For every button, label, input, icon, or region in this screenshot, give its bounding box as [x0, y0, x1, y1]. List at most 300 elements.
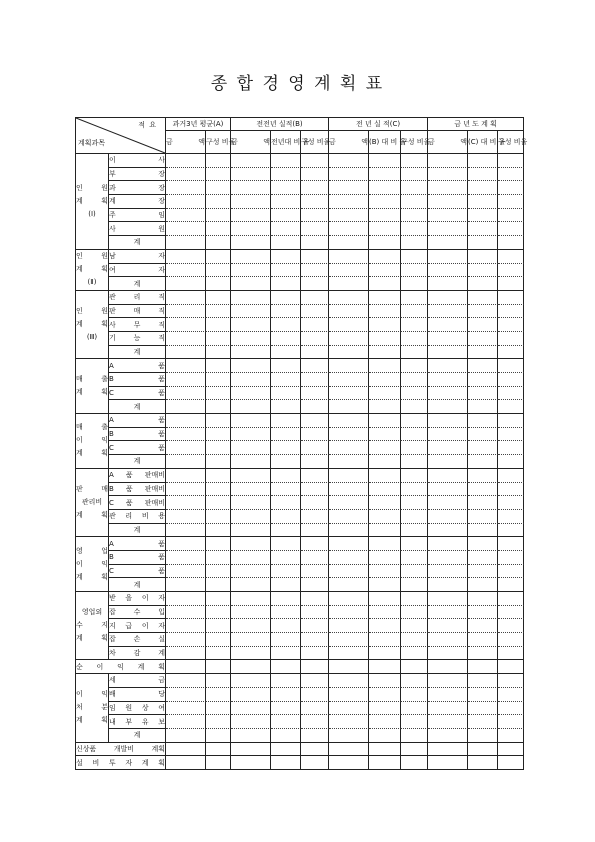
plan-vs-c-ratio-cell — [468, 619, 498, 633]
prev2-share-cell — [301, 264, 329, 278]
plan-amount-cell — [428, 168, 468, 182]
summary-row-label: 신상품 개발비 계획 — [76, 743, 166, 757]
prev1-amount-cell — [329, 756, 369, 770]
prev1-vs-b-ratio-cell — [369, 154, 401, 168]
plan-amount-cell — [428, 619, 468, 633]
avg3y-share-cell — [206, 154, 231, 168]
prev1-vs-b-ratio-cell — [369, 236, 401, 250]
avg3y-share-cell — [206, 181, 231, 195]
prev1-share-cell — [401, 702, 428, 716]
plan-vs-c-ratio-cell — [468, 578, 498, 592]
plan-row — [76, 305, 524, 319]
prev2-share-cell — [301, 455, 329, 469]
prev2-amount-cell — [231, 346, 271, 360]
avg3y-amount-cell — [166, 565, 206, 579]
avg3y-amount-cell — [166, 496, 206, 510]
plan-amount-cell — [428, 222, 468, 236]
prev2-share-cell — [301, 729, 329, 743]
plan-share-cell — [498, 250, 524, 264]
avg3y-share-cell — [206, 702, 231, 716]
avg3y-amount-cell — [166, 400, 206, 414]
avg3y-amount-cell — [166, 702, 206, 716]
prev2-prev-year-ratio-cell — [271, 291, 301, 305]
item-label: 관 리 직 — [109, 291, 166, 305]
header-diagonal-cell — [76, 118, 166, 154]
prev2-prev-year-ratio-cell — [271, 702, 301, 716]
plan-share-cell — [498, 195, 524, 209]
avg3y-amount-cell — [166, 715, 206, 729]
prev1-share-cell — [401, 674, 428, 688]
item-label: 판 매 직 — [109, 305, 166, 319]
plan-amount-cell — [428, 305, 468, 319]
avg3y-amount-cell — [166, 537, 206, 551]
plan-amount-cell — [428, 414, 468, 428]
section-label — [76, 469, 109, 537]
prev2-prev-year-ratio-cell — [271, 496, 301, 510]
plan-share-cell — [498, 702, 524, 716]
item-label: C 품 판매비 — [109, 496, 166, 510]
plan-row — [76, 332, 524, 346]
section-label-line: (Ⅲ) — [86, 333, 98, 342]
plan-vs-c-ratio-cell — [468, 565, 498, 579]
prev2-share-cell — [301, 743, 329, 757]
prev1-amount-cell — [329, 441, 369, 455]
prev1-amount-cell — [329, 483, 369, 497]
plan-amount-cell — [428, 359, 468, 373]
prev2-prev-year-ratio-cell — [271, 743, 301, 757]
col-header-amount: 금 액 — [428, 131, 468, 154]
avg3y-share-cell — [206, 633, 231, 647]
prev1-share-cell — [401, 346, 428, 360]
section-label — [76, 291, 109, 359]
prev2-share-cell — [301, 551, 329, 565]
prev2-prev-year-ratio-cell — [271, 264, 301, 278]
plan-row — [76, 524, 524, 538]
avg3y-amount-cell — [166, 729, 206, 743]
plan-amount-cell — [428, 702, 468, 716]
plan-row — [76, 400, 524, 414]
plan-amount-cell — [428, 715, 468, 729]
prev2-amount-cell — [231, 469, 271, 483]
plan-vs-c-ratio-cell — [468, 660, 498, 674]
plan-share-cell — [498, 743, 524, 757]
prev1-amount-cell — [329, 332, 369, 346]
prev1-amount-cell — [329, 400, 369, 414]
plan-vs-c-ratio-cell — [468, 318, 498, 332]
prev1-vs-b-ratio-cell — [369, 400, 401, 414]
prev1-share-cell — [401, 291, 428, 305]
plan-vs-c-ratio-cell — [468, 606, 498, 620]
item-label: A 품 — [109, 359, 166, 373]
prev2-prev-year-ratio-cell — [271, 578, 301, 592]
plan-vs-c-ratio-cell — [468, 483, 498, 497]
prev1-share-cell — [401, 743, 428, 757]
prev1-amount-cell — [329, 428, 369, 442]
plan-row — [76, 660, 524, 674]
prev2-amount-cell — [231, 264, 271, 278]
section-label-line: 판 매 — [76, 485, 108, 494]
plan-row — [76, 606, 524, 620]
section-label-line: 계 획 — [76, 320, 108, 329]
plan-share-cell — [498, 551, 524, 565]
plan-row — [76, 592, 524, 606]
prev2-prev-year-ratio-cell — [271, 318, 301, 332]
plan-vs-c-ratio-cell — [468, 592, 498, 606]
prev2-prev-year-ratio-cell — [271, 469, 301, 483]
plan-row — [76, 441, 524, 455]
plan-row — [76, 510, 524, 524]
plan-share-cell — [498, 181, 524, 195]
avg3y-amount-cell — [166, 373, 206, 387]
col-header-prev-year-ratio: 전년대 비 율 — [271, 131, 301, 154]
plan-amount-cell — [428, 291, 468, 305]
plan-share-cell — [498, 414, 524, 428]
plan-vs-c-ratio-cell — [468, 688, 498, 702]
section-label-line: 계 획 — [76, 388, 108, 397]
plan-row — [76, 756, 524, 770]
plan-share-cell — [498, 729, 524, 743]
prev1-vs-b-ratio-cell — [369, 496, 401, 510]
plan-vs-c-ratio-cell — [468, 209, 498, 223]
plan-share-cell — [498, 373, 524, 387]
avg3y-share-cell — [206, 510, 231, 524]
plan-vs-c-ratio-cell — [468, 702, 498, 716]
avg3y-share-cell — [206, 414, 231, 428]
prev1-amount-cell — [329, 387, 369, 401]
prev2-prev-year-ratio-cell — [271, 551, 301, 565]
prev1-vs-b-ratio-cell — [369, 291, 401, 305]
prev1-vs-b-ratio-cell — [369, 633, 401, 647]
prev2-share-cell — [301, 578, 329, 592]
prev2-amount-cell — [231, 209, 271, 223]
plan-amount-cell — [428, 729, 468, 743]
prev1-amount-cell — [329, 578, 369, 592]
plan-share-cell — [498, 277, 524, 291]
prev2-share-cell — [301, 387, 329, 401]
section-label-line: 계 획 — [76, 634, 108, 643]
prev1-share-cell — [401, 469, 428, 483]
prev2-share-cell — [301, 660, 329, 674]
plan-row — [76, 264, 524, 278]
prev1-vs-b-ratio-cell — [369, 168, 401, 182]
prev1-share-cell — [401, 537, 428, 551]
plan-share-cell — [498, 359, 524, 373]
section-label — [76, 674, 109, 742]
prev1-vs-b-ratio-cell — [369, 222, 401, 236]
plan-vs-c-ratio-cell — [468, 743, 498, 757]
plan-amount-cell — [428, 510, 468, 524]
prev2-share-cell — [301, 209, 329, 223]
prev1-amount-cell — [329, 496, 369, 510]
plan-vs-c-ratio-cell — [468, 222, 498, 236]
plan-share-cell — [498, 688, 524, 702]
avg3y-share-cell — [206, 332, 231, 346]
item-label: A 품 판매비 — [109, 469, 166, 483]
item-label: 차 감 계 — [109, 647, 166, 661]
prev2-share-cell — [301, 195, 329, 209]
prev1-vs-b-ratio-cell — [369, 674, 401, 688]
avg3y-amount-cell — [166, 660, 206, 674]
avg3y-share-cell — [206, 565, 231, 579]
plan-amount-cell — [428, 428, 468, 442]
plan-share-cell — [498, 483, 524, 497]
plan-vs-c-ratio-cell — [468, 674, 498, 688]
prev2-share-cell — [301, 496, 329, 510]
prev2-prev-year-ratio-cell — [271, 400, 301, 414]
avg3y-amount-cell — [166, 743, 206, 757]
plan-row — [76, 578, 524, 592]
plan-amount-cell — [428, 660, 468, 674]
plan-vs-c-ratio-cell — [468, 455, 498, 469]
avg3y-amount-cell — [166, 592, 206, 606]
prev2-prev-year-ratio-cell — [271, 428, 301, 442]
prev2-share-cell — [301, 305, 329, 319]
section-label-line: 수 지 — [76, 621, 108, 630]
plan-share-cell — [498, 510, 524, 524]
plan-vs-c-ratio-cell — [468, 510, 498, 524]
plan-amount-cell — [428, 674, 468, 688]
item-label: B 품 판매비 — [109, 483, 166, 497]
prev1-amount-cell — [329, 359, 369, 373]
item-label: 사 무 직 — [109, 318, 166, 332]
plan-share-cell — [498, 168, 524, 182]
prev1-share-cell — [401, 715, 428, 729]
subtotal-label: 계 — [109, 346, 166, 360]
section-label-line: 처 분 — [76, 703, 108, 712]
plan-vs-c-ratio-cell — [468, 195, 498, 209]
prev1-amount-cell — [329, 647, 369, 661]
item-label: 여 자 — [109, 264, 166, 278]
prev1-vs-b-ratio-cell — [369, 743, 401, 757]
prev1-vs-b-ratio-cell — [369, 551, 401, 565]
plan-amount-cell — [428, 606, 468, 620]
prev1-amount-cell — [329, 524, 369, 538]
prev2-amount-cell — [231, 729, 271, 743]
prev1-amount-cell — [329, 592, 369, 606]
prev1-amount-cell — [329, 291, 369, 305]
prev1-share-cell — [401, 181, 428, 195]
prev1-share-cell — [401, 154, 428, 168]
prev1-vs-b-ratio-cell — [369, 688, 401, 702]
plan-row — [76, 483, 524, 497]
avg3y-share-cell — [206, 441, 231, 455]
prev1-vs-b-ratio-cell — [369, 578, 401, 592]
avg3y-share-cell — [206, 729, 231, 743]
prev2-prev-year-ratio-cell — [271, 236, 301, 250]
plan-vs-c-ratio-cell — [468, 400, 498, 414]
prev1-amount-cell — [329, 346, 369, 360]
plan-share-cell — [498, 660, 524, 674]
prev2-amount-cell — [231, 332, 271, 346]
column-group-prev1: 전 년 실 적(C) — [329, 118, 428, 131]
prev1-vs-b-ratio-cell — [369, 277, 401, 291]
plan-amount-cell — [428, 633, 468, 647]
prev2-share-cell — [301, 483, 329, 497]
section-label-line: 영업외 — [81, 608, 103, 617]
section-label-line: 계 획 — [76, 511, 108, 520]
plan-amount-cell — [428, 195, 468, 209]
prev2-amount-cell — [231, 524, 271, 538]
prev1-share-cell — [401, 277, 428, 291]
plan-row — [76, 551, 524, 565]
prev2-amount-cell — [231, 496, 271, 510]
plan-vs-c-ratio-cell — [468, 236, 498, 250]
plan-row — [76, 154, 524, 168]
prev2-prev-year-ratio-cell — [271, 674, 301, 688]
prev1-vs-b-ratio-cell — [369, 318, 401, 332]
plan-vs-c-ratio-cell — [468, 551, 498, 565]
item-label: 내 부 유 보 — [109, 715, 166, 729]
prev1-amount-cell — [329, 373, 369, 387]
plan-row — [76, 250, 524, 264]
avg3y-share-cell — [206, 346, 231, 360]
prev1-share-cell — [401, 359, 428, 373]
prev2-amount-cell — [231, 414, 271, 428]
avg3y-amount-cell — [166, 209, 206, 223]
plan-vs-c-ratio-cell — [468, 387, 498, 401]
avg3y-amount-cell — [166, 483, 206, 497]
plan-share-cell — [498, 606, 524, 620]
avg3y-amount-cell — [166, 346, 206, 360]
prev2-prev-year-ratio-cell — [271, 168, 301, 182]
prev2-prev-year-ratio-cell — [271, 715, 301, 729]
avg3y-amount-cell — [166, 756, 206, 770]
prev1-share-cell — [401, 647, 428, 661]
prev1-amount-cell — [329, 236, 369, 250]
prev2-share-cell — [301, 633, 329, 647]
prev2-share-cell — [301, 619, 329, 633]
prev1-vs-b-ratio-cell — [369, 715, 401, 729]
prev2-amount-cell — [231, 291, 271, 305]
prev1-share-cell — [401, 332, 428, 346]
col-header-share: 구성 비율 — [498, 131, 524, 154]
plan-vs-c-ratio-cell — [468, 168, 498, 182]
prev2-prev-year-ratio-cell — [271, 154, 301, 168]
prev2-prev-year-ratio-cell — [271, 332, 301, 346]
section-label-line: 이 익 — [76, 436, 108, 445]
prev1-amount-cell — [329, 154, 369, 168]
plan-share-cell — [498, 592, 524, 606]
prev1-share-cell — [401, 606, 428, 620]
prev1-amount-cell — [329, 715, 369, 729]
plan-row — [76, 715, 524, 729]
prev2-share-cell — [301, 168, 329, 182]
plan-vs-c-ratio-cell — [468, 181, 498, 195]
header-account-label: 계획과목 — [78, 139, 106, 147]
plan-row — [76, 633, 524, 647]
col-header-share: 구성 비율 — [401, 131, 428, 154]
prev1-share-cell — [401, 510, 428, 524]
prev1-share-cell — [401, 455, 428, 469]
prev1-vs-b-ratio-cell — [369, 181, 401, 195]
prev2-amount-cell — [231, 660, 271, 674]
prev1-share-cell — [401, 688, 428, 702]
prev2-share-cell — [301, 688, 329, 702]
prev1-share-cell — [401, 551, 428, 565]
prev1-vs-b-ratio-cell — [369, 373, 401, 387]
prev2-share-cell — [301, 154, 329, 168]
prev2-share-cell — [301, 250, 329, 264]
prev1-amount-cell — [329, 222, 369, 236]
plan-amount-cell — [428, 181, 468, 195]
prev2-prev-year-ratio-cell — [271, 510, 301, 524]
header-summary-label: 적 요 — [138, 121, 157, 129]
column-group-prev2: 전전년 실적(B) — [231, 118, 329, 131]
prev2-prev-year-ratio-cell — [271, 181, 301, 195]
plan-share-cell — [498, 222, 524, 236]
prev1-amount-cell — [329, 729, 369, 743]
summary-row-label: 설 비 투 자 계 획 — [76, 756, 166, 770]
avg3y-amount-cell — [166, 359, 206, 373]
plan-share-cell — [498, 428, 524, 442]
prev2-amount-cell — [231, 154, 271, 168]
plan-share-cell — [498, 496, 524, 510]
avg3y-share-cell — [206, 250, 231, 264]
col-header-vs-b-ratio: (B) 대 비 율 — [369, 131, 401, 154]
avg3y-share-cell — [206, 469, 231, 483]
avg3y-amount-cell — [166, 688, 206, 702]
prev2-share-cell — [301, 537, 329, 551]
plan-share-cell — [498, 647, 524, 661]
prev1-vs-b-ratio-cell — [369, 428, 401, 442]
plan-vs-c-ratio-cell — [468, 359, 498, 373]
plan-amount-cell — [428, 483, 468, 497]
prev2-share-cell — [301, 318, 329, 332]
prev2-prev-year-ratio-cell — [271, 688, 301, 702]
avg3y-share-cell — [206, 455, 231, 469]
plan-amount-cell — [428, 318, 468, 332]
prev2-share-cell — [301, 441, 329, 455]
plan-row — [76, 222, 524, 236]
plan-vs-c-ratio-cell — [468, 715, 498, 729]
plan-vs-c-ratio-cell — [468, 647, 498, 661]
plan-vs-c-ratio-cell — [468, 277, 498, 291]
plan-amount-cell — [428, 236, 468, 250]
plan-share-cell — [498, 400, 524, 414]
prev2-amount-cell — [231, 236, 271, 250]
plan-share-cell — [498, 756, 524, 770]
avg3y-amount-cell — [166, 633, 206, 647]
plan-vs-c-ratio-cell — [468, 496, 498, 510]
plan-amount-cell — [428, 592, 468, 606]
plan-share-cell — [498, 291, 524, 305]
subtotal-label: 계 — [109, 455, 166, 469]
avg3y-amount-cell — [166, 195, 206, 209]
avg3y-amount-cell — [166, 441, 206, 455]
prev1-amount-cell — [329, 209, 369, 223]
prev1-vs-b-ratio-cell — [369, 702, 401, 716]
prev2-amount-cell — [231, 250, 271, 264]
plan-vs-c-ratio-cell — [468, 373, 498, 387]
avg3y-share-cell — [206, 592, 231, 606]
plan-vs-c-ratio-cell — [468, 332, 498, 346]
prev1-share-cell — [401, 565, 428, 579]
plan-amount-cell — [428, 250, 468, 264]
avg3y-share-cell — [206, 606, 231, 620]
item-label: 잡 수 입 — [109, 606, 166, 620]
prev2-share-cell — [301, 373, 329, 387]
avg3y-amount-cell — [166, 264, 206, 278]
prev1-amount-cell — [329, 510, 369, 524]
prev2-amount-cell — [231, 483, 271, 497]
prev2-prev-year-ratio-cell — [271, 633, 301, 647]
item-label: 주 임 — [109, 209, 166, 223]
prev2-share-cell — [301, 469, 329, 483]
prev2-amount-cell — [231, 633, 271, 647]
plan-row — [76, 373, 524, 387]
avg3y-share-cell — [206, 715, 231, 729]
prev2-share-cell — [301, 428, 329, 442]
